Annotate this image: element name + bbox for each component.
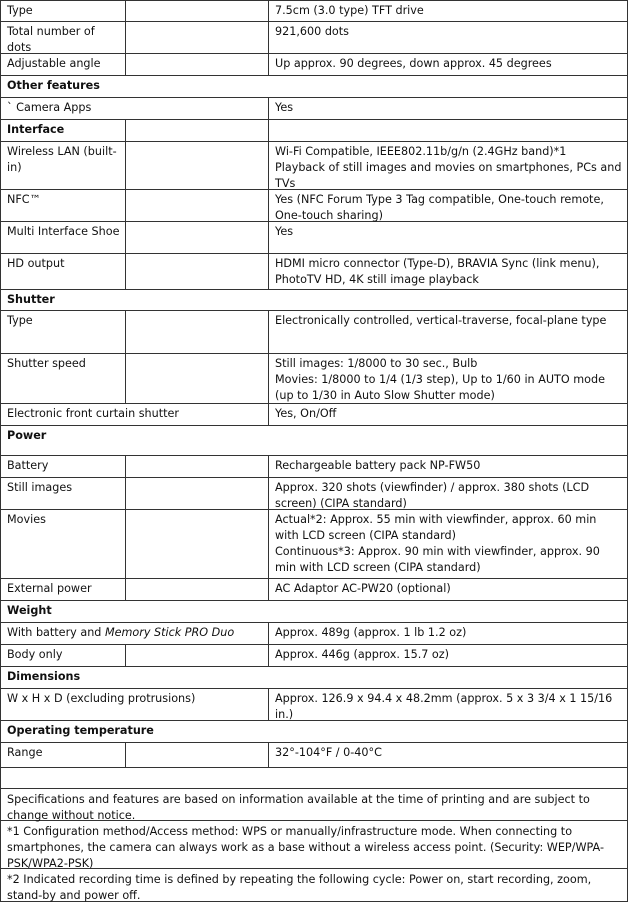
spec-row-multi-interface-shoe — [0, 222, 628, 254]
spec-label: Type — [7, 4, 33, 17]
spec-spacer — [125, 190, 268, 221]
section-header-operating-temperature — [0, 721, 628, 743]
spec-label: Range — [7, 746, 43, 759]
spec-spacer — [125, 254, 268, 289]
spec-spacer — [125, 311, 268, 353]
spec-label: HD output — [7, 257, 65, 270]
spec-label: Shutter speed — [7, 357, 86, 370]
section-header-other-features — [0, 76, 628, 98]
spec-row-camera-apps — [0, 98, 628, 120]
spec-value: Approx. 446g (approx. 15.7 oz) — [268, 645, 627, 666]
spec-label: Electronic front curtain shutter — [7, 407, 179, 420]
spec-row-adjustable-angle — [0, 54, 628, 76]
spec-spacer — [125, 456, 268, 477]
spec-value: 7.5cm (3.0 type) TFT drive — [268, 1, 627, 21]
section-title: Operating temperature — [7, 724, 154, 737]
spec-label: Multi Interface Shoe — [7, 225, 120, 238]
section-title: Power — [7, 429, 47, 442]
spec-spacer — [125, 54, 268, 75]
section-header-power — [0, 426, 628, 456]
spec-value: Rechargeable battery pack NP-FW50 — [268, 456, 627, 477]
spec-row-weight-with-battery — [0, 623, 628, 645]
spec-value: Yes (NFC Forum Type 3 Tag compatible, One-touch remote, One-touch sharing) — [268, 190, 627, 221]
spec-row-still-images — [0, 478, 628, 510]
spec-value-line: Continuous*3: Approx. 90 min with viewfinder, approx. 90 min with LCD screen (CIPA standard) — [275, 545, 600, 574]
spec-row-wireless-lan — [0, 142, 628, 190]
spec-label: Adjustable angle — [7, 57, 101, 70]
section-title: Shutter — [7, 293, 55, 306]
empty-row — [0, 768, 628, 789]
spec-value-line: Wi-Fi Compatible, IEEE802.11b/g/n (2.4GHz band)*1 — [275, 145, 567, 158]
spec-spacer — [125, 478, 268, 509]
spec-row-monitor-type — [0, 0, 628, 22]
spec-label: Wireless LAN (built-in) — [7, 145, 117, 174]
spec-value: Yes — [268, 98, 627, 119]
spec-row-range — [0, 743, 628, 768]
spec-label: Still images — [7, 481, 73, 494]
spec-row-electronic-front-curtain — [0, 404, 628, 426]
spec-label: NFC™ — [7, 193, 41, 206]
spec-row-dimensions — [0, 689, 628, 721]
spec-row-total-dots — [0, 22, 628, 54]
spec-row-body-only — [0, 645, 628, 667]
spec-label-prefix: With battery and — [7, 626, 105, 639]
section-header-dimensions — [0, 667, 628, 689]
spec-spacer — [125, 743, 268, 767]
spec-row-shutter-speed — [0, 354, 628, 404]
spec-label: ` Camera Apps — [7, 101, 92, 114]
spec-spacer — [125, 142, 268, 189]
spec-spacer — [125, 354, 268, 403]
spec-value: Electronically controlled, vertical-traverse, focal-plane type — [268, 311, 627, 353]
spec-value — [268, 354, 627, 403]
spec-label: External power — [7, 582, 92, 595]
spec-value: Approx. 320 shots (viewfinder) / approx. 380 shots (LCD screen) (CIPA standard) — [268, 478, 627, 509]
section-title: Dimensions — [7, 670, 81, 683]
spec-spacer — [125, 120, 268, 141]
spec-label: Battery — [7, 459, 49, 472]
spec-spacer — [125, 1, 268, 21]
spec-row-battery — [0, 456, 628, 478]
section-header-shutter — [0, 290, 628, 311]
spec-value: Yes — [268, 222, 627, 253]
spec-value: AC Adaptor AC-PW20 (optional) — [268, 579, 627, 600]
section-title: Weight — [7, 604, 52, 617]
note-row — [0, 821, 628, 869]
spec-value-line: Playback of still images and movies on smartphones, PCs and TVs — [275, 161, 622, 190]
spec-value: Approx. 126.9 x 94.4 x 48.2mm (approx. 5 x 3 3/4 x 1 15/16 in.) — [268, 689, 627, 720]
spec-label: W x H x D (excluding protrusions) — [7, 692, 196, 705]
spec-row-external-power — [0, 579, 628, 601]
spec-spacer — [268, 120, 627, 141]
spec-spacer — [125, 510, 268, 578]
spec-label: Total number of dots — [7, 25, 95, 54]
spec-row-hd-output — [0, 254, 628, 290]
note-text: Specifications and features are based on information available at the time of printing and are subject to change without notice. — [7, 793, 590, 822]
spec-row-shutter-type — [0, 311, 628, 354]
note-text: *1 Configuration method/Access method: WPS or manually/infrastructure mode. When connecting to smartphones, the camera can always work as a base without a wireless access point. (Security: WEP/WPA-PSK/WPA2-PSK) — [7, 825, 604, 870]
spec-value: HDMI micro connector (Type-D), BRAVIA Sync (link menu), PhotoTV HD, 4K still image playback — [268, 254, 627, 289]
spec-value — [268, 142, 627, 189]
note-row — [0, 789, 628, 821]
spec-value — [268, 510, 627, 578]
spec-value: Up approx. 90 degrees, down approx. 45 degrees — [268, 54, 627, 75]
section-header-interface — [0, 120, 628, 142]
spec-spacer — [125, 645, 268, 666]
spec-value: Approx. 489g (approx. 1 lb 1.2 oz) — [268, 623, 627, 644]
spec-label: Movies — [7, 513, 46, 526]
note-row — [0, 869, 628, 902]
section-title: Interface — [7, 123, 65, 136]
spec-value-line: Still images: 1/8000 to 30 sec., Bulb — [275, 357, 478, 370]
spec-label-product-name: Memory Stick PRO Duo — [104, 626, 235, 639]
spec-value: 32°-104°F / 0-40°C — [268, 743, 627, 767]
spec-label: Type — [7, 314, 33, 327]
spec-label — [1, 623, 268, 644]
section-header-weight — [0, 601, 628, 623]
section-title: Other features — [7, 79, 100, 92]
spec-label: Body only — [7, 648, 63, 661]
spec-value: 921,600 dots — [268, 22, 627, 53]
spec-value-line: Movies: 1/8000 to 1/4 (1/3 step), Up to 1/60 in AUTO mode (up to 1/30 in Auto Slow Shutter mode) — [275, 373, 605, 402]
spec-spacer — [125, 579, 268, 600]
spec-row-nfc — [0, 190, 628, 222]
note-text: *2 Indicated recording time is defined by repeating the following cycle: Power on, start recording, zoom, stand-by and power off. — [7, 873, 592, 902]
spec-value: Yes, On/Off — [268, 404, 627, 425]
spec-row-movies — [0, 510, 628, 579]
spec-spacer — [125, 222, 268, 253]
spec-value-line: Actual*2: Approx. 55 min with viewfinder, approx. 60 min with LCD screen (CIPA standard) — [275, 513, 597, 542]
spec-spacer — [125, 22, 268, 53]
